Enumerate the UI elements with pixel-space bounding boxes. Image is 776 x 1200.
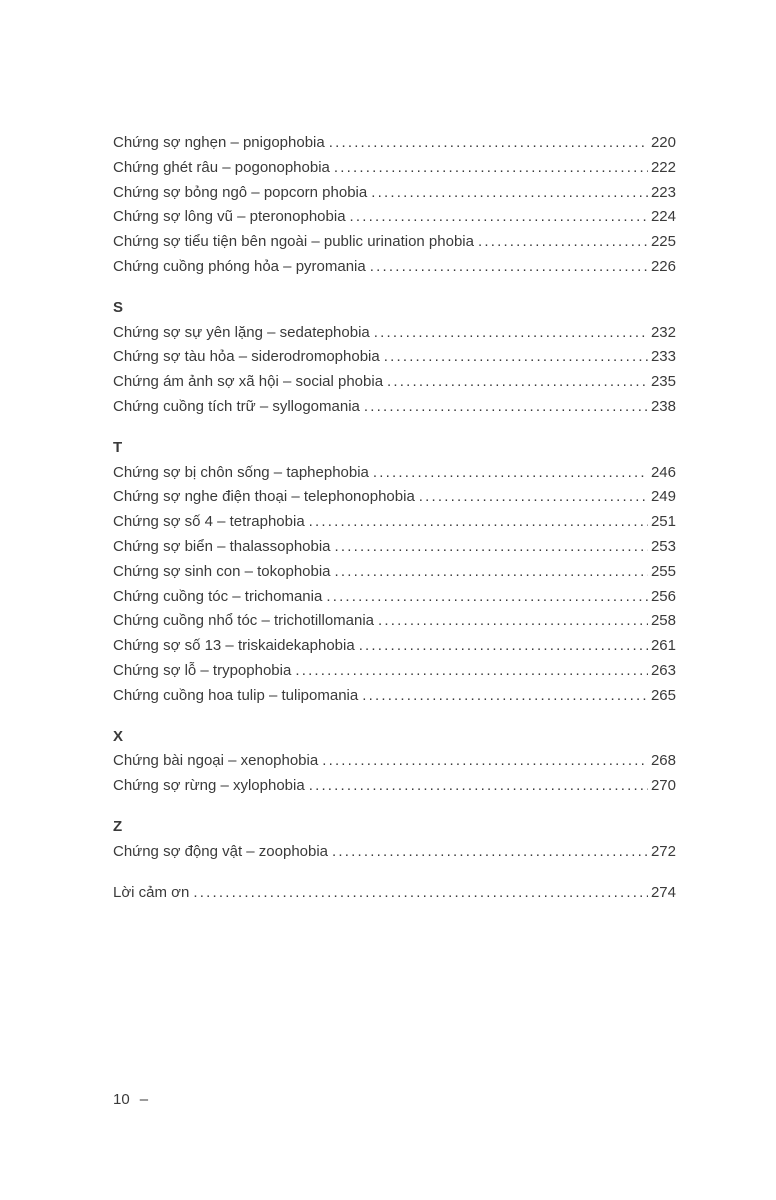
entry-page: 238 (650, 397, 676, 415)
entry-page: 255 (650, 562, 676, 580)
dot-leader (373, 461, 648, 486)
toc-entry (113, 774, 676, 799)
toc-entry (113, 230, 676, 255)
toc-section (113, 815, 676, 865)
entry-page: 235 (650, 373, 676, 391)
entry-title: Chứng sợ nghẹn – pnigophobia (113, 134, 325, 151)
entry-page: 224 (650, 208, 676, 226)
dot-leader (362, 684, 648, 709)
dot-leader (350, 205, 648, 230)
toc-entry (113, 461, 676, 486)
page-footer (113, 1090, 148, 1110)
toc-section (113, 881, 676, 906)
dot-leader (329, 131, 648, 156)
toc-section (113, 131, 676, 280)
entry-page: 253 (650, 537, 676, 555)
dot-leader (295, 659, 648, 684)
section-letter: Z (113, 817, 123, 835)
entry-page: 265 (650, 686, 676, 704)
entry-title: Chứng sợ sự yên lặng – sedatephobia (113, 323, 370, 341)
entry-title: Chứng sợ tàu hỏa – siderodromophobia (113, 348, 380, 366)
entry-page: 251 (650, 513, 676, 531)
section-letter: T (113, 438, 123, 456)
dot-leader (419, 485, 648, 510)
toc-list (113, 131, 676, 905)
section-letter: S (113, 298, 124, 316)
toc-entry (113, 205, 676, 230)
toc-entry (113, 510, 676, 535)
entry-title: Chứng sợ nghe điện thoại – telephonophobia (113, 488, 415, 506)
dot-leader (309, 510, 648, 535)
toc-entry (113, 345, 676, 370)
entry-title: Chứng cuồng tóc – trichomania (113, 587, 323, 605)
entry-page: 246 (650, 463, 676, 481)
toc-section (113, 725, 676, 799)
entry-title: Chứng sợ bị chôn sống – taphephobia (113, 463, 369, 481)
toc-entry (113, 370, 676, 395)
entry-page: 233 (650, 348, 676, 366)
entry-page: 268 (650, 752, 676, 770)
entry-page: 249 (650, 488, 676, 506)
dot-leader (332, 840, 648, 865)
entry-page: 222 (650, 158, 676, 176)
dot-leader (334, 156, 648, 181)
dot-leader (478, 230, 648, 255)
entry-title: Chứng sợ rừng – xylophobia (113, 777, 305, 795)
toc-section (113, 436, 676, 709)
toc-entry (113, 840, 676, 865)
toc-entry (113, 156, 676, 181)
toc-entry (113, 485, 676, 510)
toc-entry (113, 181, 676, 206)
toc-entry (113, 395, 676, 420)
dot-leader (384, 345, 648, 370)
dot-leader (322, 749, 648, 774)
entry-title: Chứng ghét râu – pogonophobia (113, 158, 330, 176)
toc-entry (113, 255, 676, 280)
entry-page: 261 (650, 637, 676, 655)
entry-page: 274 (650, 883, 676, 901)
entry-page: 256 (650, 587, 676, 605)
entry-title: Chứng sợ bỏng ngô – popcorn phobia (113, 183, 368, 201)
toc-entry (113, 131, 676, 156)
toc-section (113, 296, 676, 420)
toc-entry (113, 609, 676, 634)
entry-title: Chứng sợ tiểu tiện bên ngoài – public urination phobia (113, 233, 474, 251)
dot-leader (370, 255, 648, 280)
toc-entry (113, 321, 676, 346)
entry-title: Chứng sợ động vật – zoophobia (113, 842, 329, 860)
entry-title: Chứng sợ lông vũ – pteronophobia (113, 208, 346, 226)
entry-page: 263 (650, 661, 676, 679)
entry-title: Chứng ám ảnh sợ xã hội – social phobia (113, 373, 384, 391)
entry-title: Chứng cuồng hoa tulip – tulipomania (113, 686, 359, 704)
entry-title: Chứng sợ số 4 – tetraphobia (113, 513, 305, 531)
toc-entry (113, 634, 676, 659)
entry-page: 223 (650, 183, 676, 201)
entry-title: Chứng sợ lỗ – trypophobia (113, 661, 292, 679)
entry-title: Chứng cuồng phóng hỏa – pyromania (113, 257, 366, 275)
entry-title: Lời cảm ơn (113, 883, 190, 901)
entry-page: 232 (650, 323, 676, 341)
entry-page: 272 (650, 842, 676, 860)
toc-entry (113, 535, 676, 560)
dot-leader (387, 370, 648, 395)
dot-leader (378, 609, 648, 634)
footer-dash: – (139, 1091, 149, 1108)
entry-title: Chứng sợ biển – thalassophobia (113, 537, 331, 555)
dot-leader (335, 560, 648, 585)
entry-page: 258 (650, 612, 676, 630)
toc-entry (113, 585, 676, 610)
dot-leader (335, 535, 648, 560)
toc-entry (113, 881, 676, 906)
entry-title: Chứng sợ số 13 – triskaidekaphobia (113, 637, 355, 655)
dot-leader (193, 881, 648, 906)
dot-leader (326, 585, 648, 610)
dot-leader (359, 634, 648, 659)
entry-title: Chứng cuồng nhổ tóc – trichotillomania (113, 612, 375, 630)
footer-page-number: 10 (113, 1091, 130, 1108)
toc-entry (113, 560, 676, 585)
entry-title: Chứng sợ sinh con – tokophobia (113, 562, 331, 580)
section-letter: X (113, 727, 124, 745)
toc-entry (113, 684, 676, 709)
dot-leader (364, 395, 648, 420)
entry-title: Chứng bài ngoại – xenophobia (113, 752, 319, 770)
dot-leader (374, 321, 648, 346)
toc-entry (113, 659, 676, 684)
toc-entry (113, 749, 676, 774)
entry-title: Chứng cuồng tích trữ – syllogomania (113, 397, 360, 415)
dot-leader (309, 774, 648, 799)
entry-page: 225 (650, 233, 676, 251)
entry-page: 220 (650, 134, 676, 151)
entry-page: 270 (650, 777, 676, 795)
entry-page: 226 (650, 257, 676, 275)
dot-leader (371, 181, 648, 206)
